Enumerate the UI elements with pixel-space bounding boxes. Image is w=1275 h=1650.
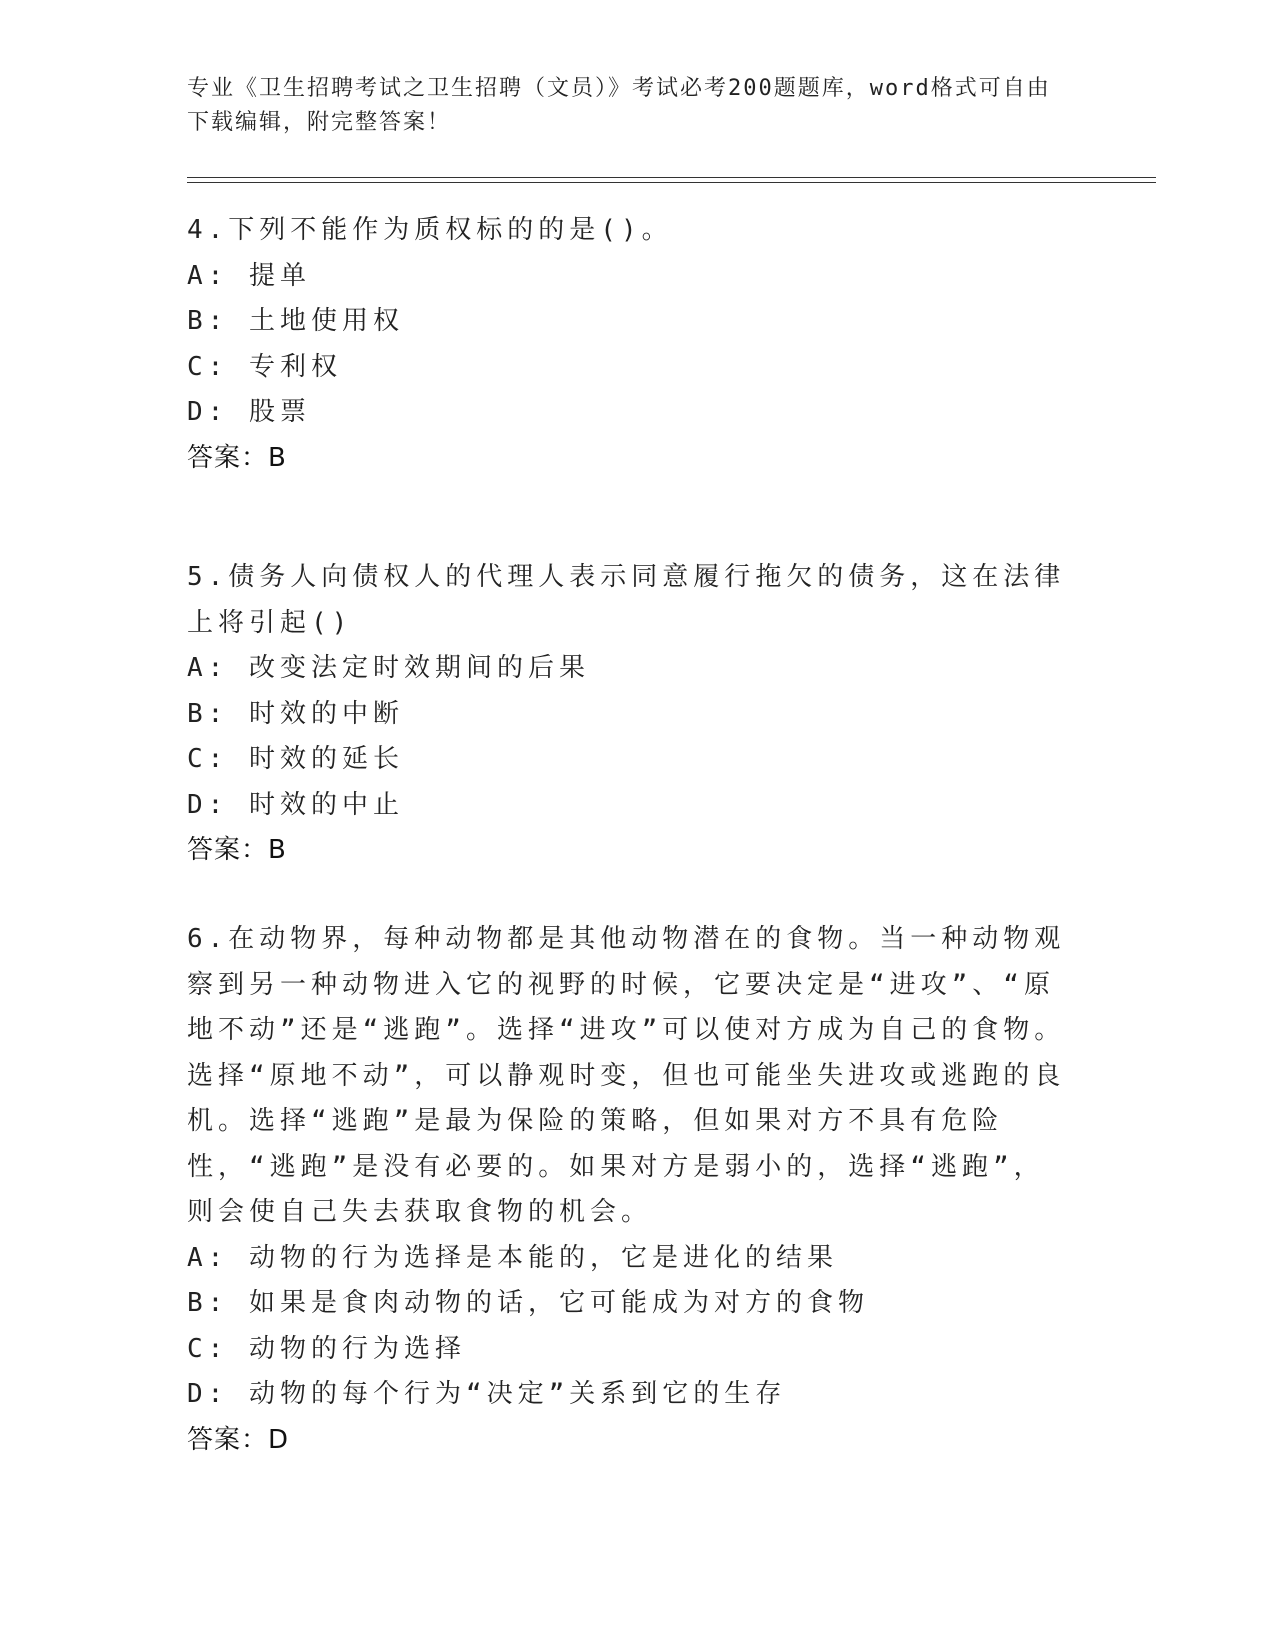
option-a: A: 改变法定时效期间的后果	[187, 653, 590, 683]
option-b: B: 土地使用权	[187, 306, 404, 336]
option-a: A: 提单	[187, 260, 311, 291]
header-divider-top	[187, 177, 1156, 178]
question-stem: 5.债务人向债权人的代理人表示同意履行拖欠的债务，这在法律上将引起()	[187, 562, 1066, 638]
question-5	[187, 555, 1067, 874]
option-c: C: 动物的行为选择	[187, 1333, 466, 1364]
answer-line: 答案：B	[187, 442, 287, 473]
option-d: D: 时效的中止	[187, 789, 404, 820]
question-stem: 6.在动物界，每种动物都是其他动物潜在的食物。当一种动物观察到另一种动物进入它的视野的时候，它要决定是“进攻”、“原地不动”还是“逃跑”。选择“进攻”可以使对方成为自己的食物。选择“原地不动”，可以静观时变，但也可能坐失进攻或逃跑的良机。选择“逃跑”是最为保险的策略，但如果对方不具有危险性，“逃跑”是没有必要的。如果对方是弱小的，选择“逃跑”，则会使自己失去获取食物的机会。	[187, 924, 1066, 1227]
question-4	[187, 208, 1067, 481]
option-c: C: 专利权	[187, 351, 342, 382]
header-divider-bottom	[187, 182, 1156, 183]
option-d: D: 动物的每个行为“决定”关系到它的生存	[187, 1379, 787, 1409]
question-stem: 4.下列不能作为质权标的的是()。	[187, 215, 673, 245]
document-header: 专业《卫生招聘考试之卫生招聘（文员）》考试必考200题题库，word格式可自由下载编辑，附完整答案！	[187, 76, 1051, 135]
question-6	[187, 917, 1067, 1463]
option-b: B: 时效的中断	[187, 698, 404, 729]
answer-line: 答案：D	[187, 1424, 290, 1455]
option-b: B: 如果是食肉动物的话，它可能成为对方的食物	[187, 1288, 869, 1318]
option-a: A: 动物的行为选择是本能的，它是进化的结果	[187, 1242, 838, 1273]
option-d: D: 股票	[187, 397, 311, 427]
answer-line: 答案：B	[187, 835, 287, 865]
option-c: C: 时效的延长	[187, 744, 404, 774]
